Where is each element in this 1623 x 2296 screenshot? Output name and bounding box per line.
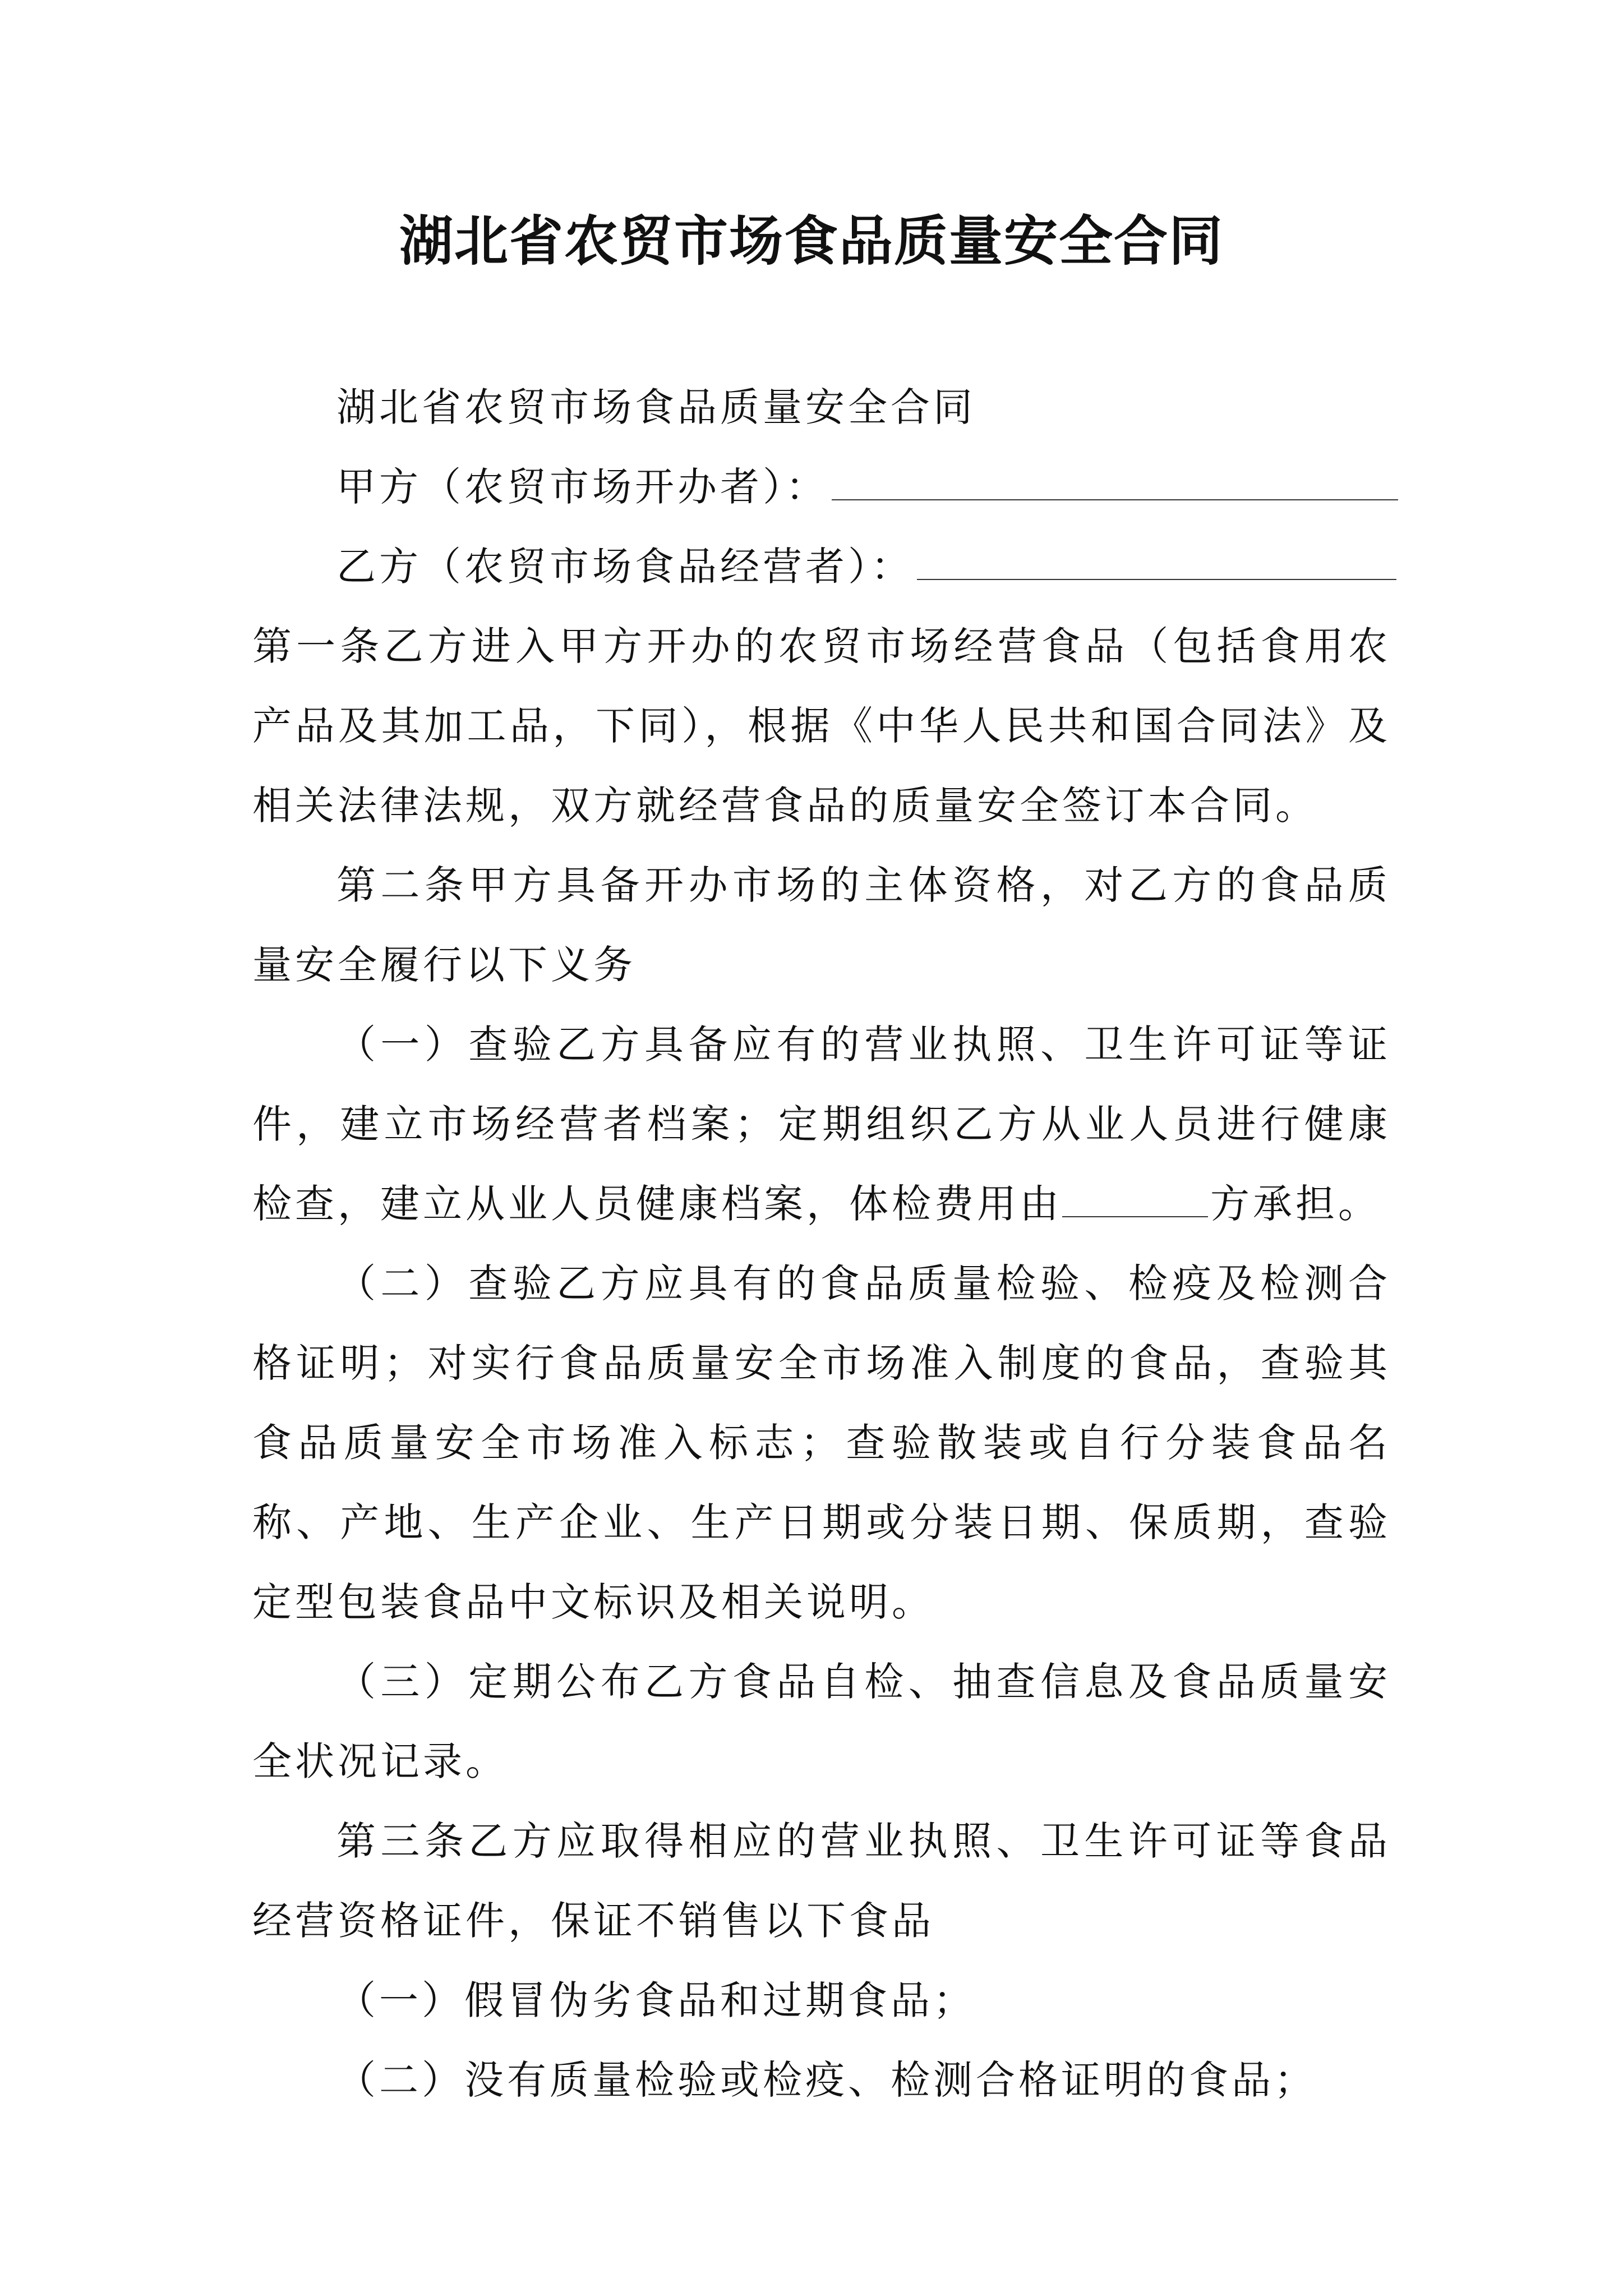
party-a-blank[interactable] — [832, 459, 1398, 500]
article-2-item-1 — [252, 1005, 1391, 1244]
article-2-item-2: （二）查验乙方应具有的食品质量检验、检疫及检测合格证明；对实行食品质量安全市场准入制度的食品，查验其食品质量安全市场准入标志；查验散装或自行分装食品名称、产地、生产企业、生产日期或分装日期、保质期，查验定型包装食品中文标识及相关说明。 — [252, 1260, 1391, 1625]
fee-payer-blank[interactable] — [1062, 1176, 1208, 1217]
article-2-item-3: （三）定期公布乙方食品自检、抽查信息及食品质量安全状况记录。 — [252, 1659, 1391, 1784]
party-b-label: 乙方（农贸市场食品经营者）： — [336, 544, 914, 590]
subtitle-line: 湖北省农贸市场食品质量安全合同 — [336, 384, 976, 430]
document-body — [252, 367, 1391, 2120]
article-3-item-2: （二）没有质量检验或检疫、检测合格证明的食品； — [336, 2057, 1317, 2103]
party-b-blank[interactable] — [917, 539, 1396, 580]
article-2: 第二条甲方具备开办市场的主体资格，对乙方的食品质量安全履行以下义务 — [252, 862, 1391, 988]
article-3-item-1: （一）假冒伪劣食品和过期食品； — [336, 1977, 976, 2023]
party-a-label: 甲方（农贸市场开办者）： — [336, 464, 828, 510]
party-b-line — [252, 527, 1391, 606]
article-3: 第三条乙方应取得相应的营业执照、卫生许可证等食品经营资格证件，保证不销售以下食品 — [252, 1818, 1391, 1944]
article-1: 第一条乙方进入甲方开办的农贸市场经营食品（包括食用农产品及其加工品，下同），根据《中华人民共和国合同法》及相关法律法规，双方就经营食品的质量安全签订本合同。 — [252, 623, 1391, 829]
article-2-item-1-text: （一）查验乙方具备应有的营业执照、卫生许可证等证件，建立市场经营者档案；定期组织乙方从业人员进行健康检查，建立从业人员健康档案，体检费用由 — [252, 1022, 1391, 1227]
party-a-line — [252, 447, 1391, 527]
document-title: 湖北省农贸市场食品质量安全合同 — [399, 210, 1224, 273]
article-2-item-1-tail: 方承担。 — [1210, 1181, 1381, 1227]
